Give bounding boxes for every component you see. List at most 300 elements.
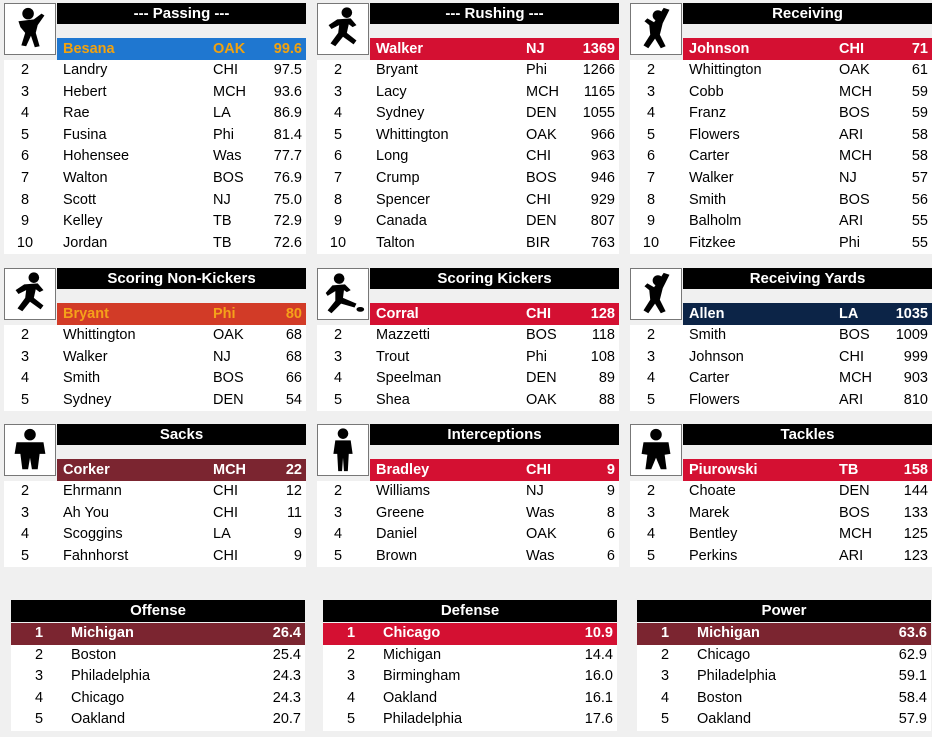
leader-list xyxy=(630,325,932,411)
team-value: 59.1 xyxy=(898,668,927,685)
player-name: Carter xyxy=(689,148,730,165)
list-item xyxy=(637,623,931,645)
quarterback-icon xyxy=(4,3,56,55)
leader-list xyxy=(4,481,306,567)
player-name: Scoggins xyxy=(63,526,123,543)
team-name: Philadelphia xyxy=(71,668,151,685)
team-abbr: ARI xyxy=(839,391,864,408)
list-item xyxy=(11,709,305,731)
team-abbr: DEN xyxy=(839,483,870,499)
list-item xyxy=(630,103,932,125)
player-name: Smith xyxy=(689,191,727,208)
list-item xyxy=(4,103,306,125)
team-name: Chicago xyxy=(383,625,441,641)
list-item xyxy=(317,146,619,168)
stat-value: 54 xyxy=(285,391,302,408)
rank: 4 xyxy=(646,370,656,387)
scoring-kickers-panel xyxy=(317,268,619,413)
leader-row xyxy=(57,303,306,325)
player-name: Talton xyxy=(376,234,415,251)
list-item xyxy=(317,190,619,212)
team-value: 17.6 xyxy=(584,711,613,728)
rank: 4 xyxy=(20,105,30,122)
player-name: Carter xyxy=(689,370,730,387)
rank: 2 xyxy=(333,62,343,78)
list-item xyxy=(630,368,932,390)
player-name: Sydney xyxy=(63,391,112,408)
team-abbr: Was xyxy=(213,148,242,165)
list-item xyxy=(630,481,932,503)
team-abbr: BOS xyxy=(526,169,557,186)
rank: 4 xyxy=(333,370,343,387)
player-name: Johnson xyxy=(689,348,744,365)
stat-value: 58 xyxy=(911,148,928,165)
player-name: Sydney xyxy=(376,105,425,122)
rank: 1 xyxy=(34,625,44,641)
leader-row xyxy=(370,303,619,325)
team-abbr: MCH xyxy=(839,370,873,387)
player-name: Bryant xyxy=(376,62,418,78)
team-abbr: BOS xyxy=(839,504,870,521)
list-item xyxy=(4,546,306,568)
list-item xyxy=(630,546,932,568)
team-abbr: NJ xyxy=(213,191,231,208)
player-name: Smith xyxy=(63,370,101,387)
team-abbr: MCH xyxy=(213,83,247,100)
list-item xyxy=(4,60,306,82)
list-item xyxy=(630,125,932,147)
rushing-panel xyxy=(317,3,619,253)
rank: 7 xyxy=(646,169,656,186)
stat-value: 1055 xyxy=(582,105,615,122)
player-name: Spencer xyxy=(376,191,431,208)
leader-value: 71 xyxy=(911,41,928,57)
rank: 3 xyxy=(20,504,30,521)
stat-value: 68 xyxy=(285,327,302,343)
panel-title: Power xyxy=(637,600,931,622)
player-name: Lacy xyxy=(376,83,407,100)
rank: 5 xyxy=(20,391,30,408)
stat-value: 807 xyxy=(590,213,615,230)
team-name: Michigan xyxy=(697,625,760,641)
rank: 5 xyxy=(646,126,656,143)
list-item xyxy=(630,146,932,168)
list-item xyxy=(4,125,306,147)
rank: 4 xyxy=(20,370,30,387)
player-name: Whittington xyxy=(63,327,136,343)
rank: 5 xyxy=(333,391,343,408)
team-abbr: MCH xyxy=(526,83,560,100)
lineman-icon xyxy=(4,424,56,476)
team-abbr: CHI xyxy=(526,148,551,165)
leader-name: Corker xyxy=(63,462,110,478)
team-abbr: CHI xyxy=(839,348,864,365)
team-abbr: ARI xyxy=(839,126,864,143)
list-item xyxy=(11,688,305,710)
leader-value: 1369 xyxy=(582,41,615,57)
team-value: 26.4 xyxy=(272,625,301,641)
team-name: Boston xyxy=(71,646,117,663)
receiving-panel xyxy=(630,3,932,253)
leader-row xyxy=(683,38,932,60)
rank: 3 xyxy=(20,348,30,365)
list-item xyxy=(4,325,306,347)
stat-value: 9 xyxy=(293,526,302,543)
rank: 3 xyxy=(20,83,30,100)
stat-value: 76.9 xyxy=(273,169,302,186)
player-name: Fitzkee xyxy=(689,234,736,251)
team-abbr: TB xyxy=(213,234,232,251)
team-abbr: LA xyxy=(213,526,231,543)
leader-team: CHI xyxy=(526,462,551,478)
rank: 5 xyxy=(20,126,30,143)
rank: 10 xyxy=(16,234,34,251)
team-abbr: Phi xyxy=(526,348,547,365)
list-item xyxy=(630,211,932,233)
list-item xyxy=(317,481,619,503)
leader-value: 80 xyxy=(285,306,302,322)
player-name: Walton xyxy=(63,169,108,186)
team-abbr: BOS xyxy=(213,169,244,186)
player-name: Landry xyxy=(63,62,108,78)
team-name: Chicago xyxy=(71,689,125,706)
rank: 9 xyxy=(333,213,343,230)
team-value: 24.3 xyxy=(272,668,301,685)
team-abbr: BOS xyxy=(839,105,870,122)
rank: 6 xyxy=(646,148,656,165)
leader-list xyxy=(4,60,306,254)
list-item xyxy=(323,645,617,667)
list-item xyxy=(4,368,306,390)
leader-team: CHI xyxy=(526,306,551,322)
team-abbr: TB xyxy=(213,213,232,230)
player-name: Shea xyxy=(376,391,410,408)
player-name: Walker xyxy=(689,169,734,186)
list-item xyxy=(630,190,932,212)
team-abbr: NJ xyxy=(839,169,857,186)
stat-value: 1009 xyxy=(895,327,928,343)
list-item xyxy=(11,666,305,688)
leader-row xyxy=(683,303,932,325)
rank: 5 xyxy=(660,711,670,728)
list-item xyxy=(317,211,619,233)
stat-value: 6 xyxy=(606,547,615,564)
rank: 2 xyxy=(20,62,30,78)
rank: 3 xyxy=(333,348,343,365)
list-item xyxy=(317,524,619,546)
list-item xyxy=(630,168,932,190)
stat-value: 72.6 xyxy=(273,234,302,251)
team-abbr: NJ xyxy=(213,348,231,365)
team-abbr: BOS xyxy=(839,191,870,208)
rank: 5 xyxy=(646,547,656,564)
team-value: 25.4 xyxy=(272,646,301,663)
stat-value: 1165 xyxy=(583,83,615,100)
rank: 7 xyxy=(333,169,343,186)
stat-value: 58 xyxy=(911,126,928,143)
list-item xyxy=(323,688,617,710)
stat-value: 59 xyxy=(911,83,928,100)
team-value: 57.9 xyxy=(898,711,927,728)
receiving-yards-panel xyxy=(630,268,932,413)
leader-name: Johnson xyxy=(689,41,750,57)
player-name: Marek xyxy=(689,504,730,521)
team-value: 58.4 xyxy=(898,689,927,706)
list-item xyxy=(4,190,306,212)
leader-value: 9 xyxy=(606,462,615,478)
panel-title: Offense xyxy=(11,600,305,622)
rank: 2 xyxy=(20,483,30,499)
team-abbr: NJ xyxy=(526,483,544,499)
rank: 5 xyxy=(333,126,343,143)
team-abbr: Phi xyxy=(526,62,547,78)
team-abbr: Was xyxy=(526,547,555,564)
team-abbr: Phi xyxy=(213,126,234,143)
stat-value: 9 xyxy=(293,547,302,564)
player-name: Hebert xyxy=(63,83,107,100)
team-abbr: Was xyxy=(526,504,555,521)
player-name: Flowers xyxy=(689,126,740,143)
team-abbr: BOS xyxy=(839,327,870,343)
panel-title: Sacks xyxy=(57,424,306,445)
stat-value: 999 xyxy=(903,348,928,365)
team-abbr: CHI xyxy=(213,504,238,521)
stat-value: 903 xyxy=(903,370,928,387)
runner-icon xyxy=(317,3,369,55)
player-name: Ehrmann xyxy=(63,483,122,499)
list-item xyxy=(323,623,617,645)
list-item xyxy=(630,390,932,412)
stat-value: 77.7 xyxy=(273,148,302,165)
passing-panel xyxy=(4,3,306,253)
leader-list xyxy=(630,60,932,254)
player-name: Perkins xyxy=(689,547,738,564)
list-item xyxy=(630,233,932,255)
team-name: Oakland xyxy=(697,711,752,728)
rank: 2 xyxy=(333,483,343,499)
player-name: Walker xyxy=(63,348,108,365)
team-value: 63.6 xyxy=(898,625,927,641)
list-item xyxy=(630,524,932,546)
player-name: Daniel xyxy=(376,526,418,543)
stat-value: 6 xyxy=(606,526,615,543)
leader-team: OAK xyxy=(213,41,246,57)
rank: 2 xyxy=(20,327,30,343)
stat-value: 125 xyxy=(903,526,928,543)
stat-value: 963 xyxy=(590,148,615,165)
list-item xyxy=(637,666,931,688)
list-item xyxy=(4,390,306,412)
stat-value: 8 xyxy=(606,504,615,521)
stat-value: 88 xyxy=(598,391,615,408)
player-name: Kelley xyxy=(63,213,103,230)
leader-name: Piurowski xyxy=(689,462,758,478)
rank: 4 xyxy=(660,689,670,706)
leader-name: Bryant xyxy=(63,306,109,322)
rank: 5 xyxy=(34,711,44,728)
leader-value: 128 xyxy=(590,306,615,322)
team-abbr: OAK xyxy=(526,126,557,143)
panel-title: Tackles xyxy=(683,424,932,445)
leader-name: Walker xyxy=(376,41,424,57)
stat-value: 66 xyxy=(285,370,302,387)
stat-value: 966 xyxy=(590,126,615,143)
team-name: Michigan xyxy=(71,625,134,641)
list-item xyxy=(11,623,305,645)
team-abbr: ARI xyxy=(839,213,864,230)
team-value: 24.3 xyxy=(272,689,301,706)
team-name: Birmingham xyxy=(383,668,461,685)
list-item xyxy=(630,60,932,82)
rank: 3 xyxy=(34,668,44,685)
rank: 1 xyxy=(660,625,670,641)
player-name: Crump xyxy=(376,169,420,186)
leader-team: MCH xyxy=(213,462,247,478)
rank: 4 xyxy=(333,105,343,122)
rank: 4 xyxy=(333,526,343,543)
team-name: Philadelphia xyxy=(383,711,463,728)
rank: 8 xyxy=(20,191,30,208)
stat-value: 946 xyxy=(590,169,615,186)
team-abbr: Phi xyxy=(839,234,860,251)
rank: 2 xyxy=(646,483,656,499)
rank: 6 xyxy=(333,148,343,165)
panel-title: Receiving Yards xyxy=(683,268,932,289)
player-name: Smith xyxy=(689,327,727,343)
receiver-icon xyxy=(630,3,682,55)
scoring-non-kickers-panel xyxy=(4,268,306,413)
stat-value: 55 xyxy=(911,234,928,251)
list-item xyxy=(317,168,619,190)
leader-name: Corral xyxy=(376,306,419,322)
stat-value: 72.9 xyxy=(273,213,302,230)
team-abbr: DEN xyxy=(213,391,244,408)
list-item xyxy=(317,368,619,390)
team-list xyxy=(323,623,617,731)
leader-name: Bradley xyxy=(376,462,430,478)
rank: 5 xyxy=(20,547,30,564)
stat-value: 86.9 xyxy=(273,105,302,122)
list-item xyxy=(4,233,306,255)
runner-icon xyxy=(4,268,56,320)
team-name: Boston xyxy=(697,689,743,706)
team-abbr: MCH xyxy=(839,526,873,543)
rank: 9 xyxy=(646,213,656,230)
player-name: Mazzetti xyxy=(376,327,430,343)
rank: 3 xyxy=(333,504,343,521)
team-value: 14.4 xyxy=(584,646,613,663)
player-name: Choate xyxy=(689,483,736,499)
player-name: Greene xyxy=(376,504,425,521)
list-item xyxy=(637,645,931,667)
leader-value: 22 xyxy=(285,462,302,478)
player-name: Long xyxy=(376,148,409,165)
leader-name: Allen xyxy=(689,306,725,322)
stat-value: 763 xyxy=(590,234,615,251)
leader-list xyxy=(317,325,619,411)
rank: 2 xyxy=(646,62,656,78)
leader-team: Phi xyxy=(213,306,236,322)
rank: 3 xyxy=(333,83,343,100)
rank: 2 xyxy=(34,646,44,663)
leader-row xyxy=(57,459,306,481)
leader-value: 1035 xyxy=(895,306,928,322)
stat-value: 55 xyxy=(911,213,928,230)
list-item xyxy=(317,503,619,525)
rank: 4 xyxy=(646,105,656,122)
offense-panel xyxy=(11,600,305,734)
stat-value: 118 xyxy=(591,327,615,343)
team-abbr: DEN xyxy=(526,370,557,387)
list-item xyxy=(630,82,932,104)
stat-value: 75.0 xyxy=(273,191,302,208)
panel-title: Interceptions xyxy=(370,424,619,445)
list-item xyxy=(317,125,619,147)
rank: 5 xyxy=(646,391,656,408)
list-item xyxy=(317,390,619,412)
list-item xyxy=(317,82,619,104)
stat-value: 929 xyxy=(590,191,615,208)
team-value: 20.7 xyxy=(272,711,301,728)
leader-list xyxy=(317,481,619,567)
list-item xyxy=(4,168,306,190)
rank: 1 xyxy=(346,625,356,641)
rank: 4 xyxy=(346,689,356,706)
panel-title: Defense xyxy=(323,600,617,622)
defense-panel xyxy=(323,600,617,734)
team-abbr: CHI xyxy=(213,62,238,78)
rank: 2 xyxy=(333,327,343,343)
stat-value: 81.4 xyxy=(273,126,302,143)
team-value: 16.1 xyxy=(584,689,613,706)
team-abbr: OAK xyxy=(526,526,557,543)
team-list xyxy=(637,623,931,731)
list-item xyxy=(317,233,619,255)
list-item xyxy=(4,347,306,369)
panel-title: --- Passing --- xyxy=(57,3,306,24)
stat-value: 123 xyxy=(903,547,928,564)
list-item xyxy=(317,103,619,125)
team-abbr: DEN xyxy=(526,213,557,230)
team-list xyxy=(11,623,305,731)
list-item xyxy=(4,146,306,168)
rank: 2 xyxy=(646,327,656,343)
receiver-icon xyxy=(630,268,682,320)
player-name: Bentley xyxy=(689,526,738,543)
list-item xyxy=(630,347,932,369)
rank: 2 xyxy=(660,646,670,663)
list-item xyxy=(637,688,931,710)
team-abbr: CHI xyxy=(526,191,551,208)
team-value: 62.9 xyxy=(898,646,927,663)
leader-list xyxy=(630,481,932,567)
leader-team: CHI xyxy=(839,41,864,57)
player-name: Trout xyxy=(376,348,410,365)
leader-list xyxy=(4,325,306,411)
team-abbr: LA xyxy=(213,105,231,122)
player-name: Whittington xyxy=(689,62,762,78)
stat-value: 59 xyxy=(911,105,928,122)
leader-team: LA xyxy=(839,306,859,322)
stat-value: 68 xyxy=(285,348,302,365)
player-name: Canada xyxy=(376,213,427,230)
rank: 6 xyxy=(20,148,30,165)
list-item xyxy=(4,481,306,503)
team-abbr: OAK xyxy=(213,327,244,343)
rank: 4 xyxy=(646,526,656,543)
player-name: Fahnhorst xyxy=(63,547,129,564)
player-name: Jordan xyxy=(63,234,108,251)
